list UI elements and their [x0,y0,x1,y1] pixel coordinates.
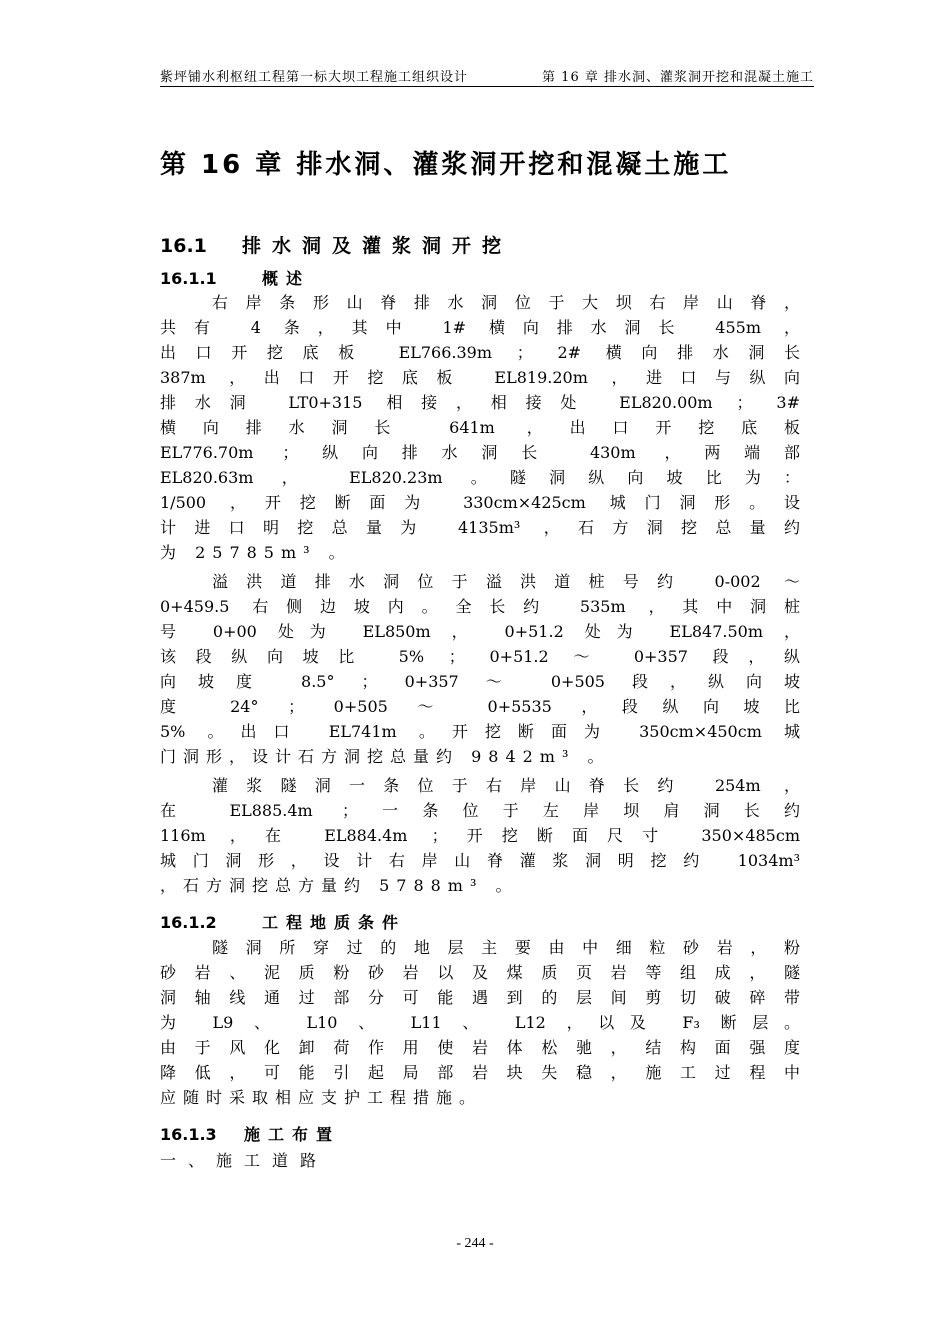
subsection-heading-16-1-2 [160,910,406,933]
text-line: 灌浆隧洞一条位于右岸山脊长约 254m ， [212,776,800,795]
text-line: 横向排水洞长 641m ，出口开挖底板 [160,418,800,437]
text-line: 116m ，在 EL884.4m ；开挖断面尺寸 350×485cm [160,826,800,845]
section-heading-16-1 [160,231,512,258]
header-chapter-title: 第 16 章 排水洞、灌浆洞开挖和混凝土施工 [542,70,814,85]
section-number: 16.1 [160,235,207,257]
text-line: 387m ，出口开挖底板 EL819.20m ，进口与纵向 [160,368,800,387]
section-title: 排水洞及灌浆洞开挖 [242,235,513,257]
subsection-number: 16.1.1 [160,269,217,288]
text-line: 号 0+00 处为 EL850m ， 0+51.2 处为 EL847.50m ， [160,622,800,641]
text-line: EL820.63m ， EL820.23m 。隧洞纵向坡比为： [160,468,800,487]
subsection-heading-16-1-1 [160,266,310,289]
text-line: 隧洞所穿过的地层主要由中细粒砂岩，粉 [212,938,800,957]
text-line: 降低，可能引起局部岩块失稳，施工过程中 [160,1063,800,1082]
running-header [160,64,814,87]
paragraph-grouting-tunnel [160,773,800,898]
text-line: 出口开挖底板 EL766.39m ； 2# 横向排水洞长 [160,343,800,362]
text-line: 城门洞形，设计右岸山脊灌浆洞明挖约 1034m³ [160,851,800,870]
paragraph-geology [160,935,800,1110]
header-document-title: 紫坪铺水利枢纽工程第一标大坝工程施工组织设计 [160,70,469,85]
text-line: 溢洪道排水洞位于溢洪道桩号约 0-002 ～ [212,572,800,591]
text-line: 砂岩、泥质粉砂岩以及煤质页岩等组成，隧 [160,963,800,982]
subsection-title: 概述 [262,269,311,288]
text-line: 向坡度 8.5° ； 0+357 ～ 0+505 段，纵向坡 [160,672,800,691]
text-line: 共有 4 条，其中 1# 横向排水洞长 455m ， [160,318,800,337]
text-line: 应随时采取相应支护工程措施。 [160,1088,483,1107]
text-line: 排水洞 LT0+315 相接，相接处 EL820.00m ； 3# [160,393,800,412]
subsection-number: 16.1.3 [160,1125,217,1144]
text-line: 在 EL885.4m ；一条位于左岸坝肩洞长约 [160,801,800,820]
subsection-title: 施工布置 [244,1125,341,1144]
text-line: 为 25785m³ 。 [160,543,352,562]
text-line: 门洞形，设计石方洞挖总量约 9842m³ 。 [160,747,611,766]
list-item-construction-roads: 一、施工道路 [160,1151,329,1170]
paragraph-overview-right-bank [160,290,800,565]
text-line: 由于风化卸荷作用使岩体松驰，结构面强度 [160,1038,800,1057]
subsection-title: 工程地质条件 [262,913,407,932]
text-line: 5% 。出口 EL741m 。开挖断面为 350cm×450cm 城 [160,722,800,741]
text-line: 右岸条形山脊排水洞位于大坝右岸山脊， [212,293,800,312]
text-line: 计进口明挖总量为 4135m³ ，石方洞挖总量约 [160,518,800,537]
page-number: - 244 - [456,1236,494,1251]
text-line: EL776.70m ；纵向排水洞长 430m ，两端部 [160,443,800,462]
chapter-title: 第 16 章 排水洞、灌浆洞开挖和混凝土施工 [160,150,732,180]
text-line: 该段纵向坡比 5% ； 0+51.2 ～ 0+357 段，纵 [160,647,800,666]
text-line: 洞轴线通过部分可能遇到的层间剪切破碎带 [160,988,800,1007]
subsection-heading-16-1-3 [160,1122,340,1145]
text-line: 0+459.5 右侧边坡内。全长约 535m ，其中洞桩 [160,597,800,616]
subsection-number: 16.1.2 [160,913,217,932]
text-line: 为 L9 、 L10 、 L11 、 L12 ，以及 F₃ 断层。 [160,1013,800,1032]
paragraph-spillway-drainage [160,569,800,769]
text-line: 度 24° ； 0+505 ～ 0+5535 ，段纵向坡比 [160,697,800,716]
text-line: ，石方洞挖总方量约 5788m³ 。 [160,876,519,895]
text-line: 1/500 ，开挖断面为 330cm×425cm 城门洞形。设 [160,493,800,512]
